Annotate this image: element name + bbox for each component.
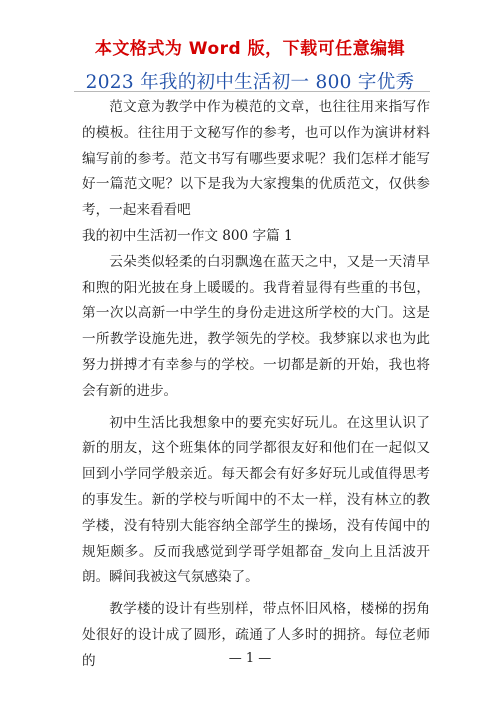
title-divider [74, 91, 430, 92]
body-paragraph-1: 云朵类似轻柔的白羽飘逸在蓝天之中，又是一天清早和煦的阳光披在身上暖暖的。我背着显得有些重的书包，第一次以高新一中学生的身份走进这所学校的大门。这是一所教学设施先进，教学领先的学校。我梦寐以求也为此努力拼搏才有幸参与的学校。一切都是新的开始，我也将会有新的进步。 [82, 253, 430, 399]
intro-paragraph: 范文意为教学中作为模范的文章，也往往用来指写作的模板。往往用于文秘写作的参考，也可以作为演讲材料编写前的参考。范文书写有哪些要求呢？我们怎样才能写好一篇范文呢？以下是我为大家搜集的优质范文，仅供参考，一起来看看吧 [82, 99, 430, 219]
document-title: 2023 年我的初中生活初一 800 字优秀 [85, 72, 415, 93]
section-heading: 我的初中生活初一作文 800 字篇 1 [82, 227, 293, 244]
body-paragraph-2: 初中生活比我想象中的要充实好玩儿。在这里认识了新的朋友，这个班集体的同学都很友好和他们在一起似又回到小学同学般亲近。每天都会有好多好玩儿或值得思考的事发生。新的学校与听闻中的不太一样，没有林立的教学楼，没有特别大能容纳全部学生的操场，没有传闻中的规矩颇多。反而我感觉到学哥学姐都奋_发向上且活波开朗。瞬间我被这气氛感染了。 [82, 414, 430, 586]
body-paragraph-3: 教学楼的设计有些别样，带点怀旧风格，楼梯的拐角处很好的设计成了圆形，疏通了人多时的拥挤。每位老师的 [82, 601, 430, 669]
word-format-banner: 本文格式为 Word 版，下载可任意编辑 [94, 39, 406, 59]
document-body [82, 95, 430, 675]
page-number: — 1 — [228, 651, 272, 666]
